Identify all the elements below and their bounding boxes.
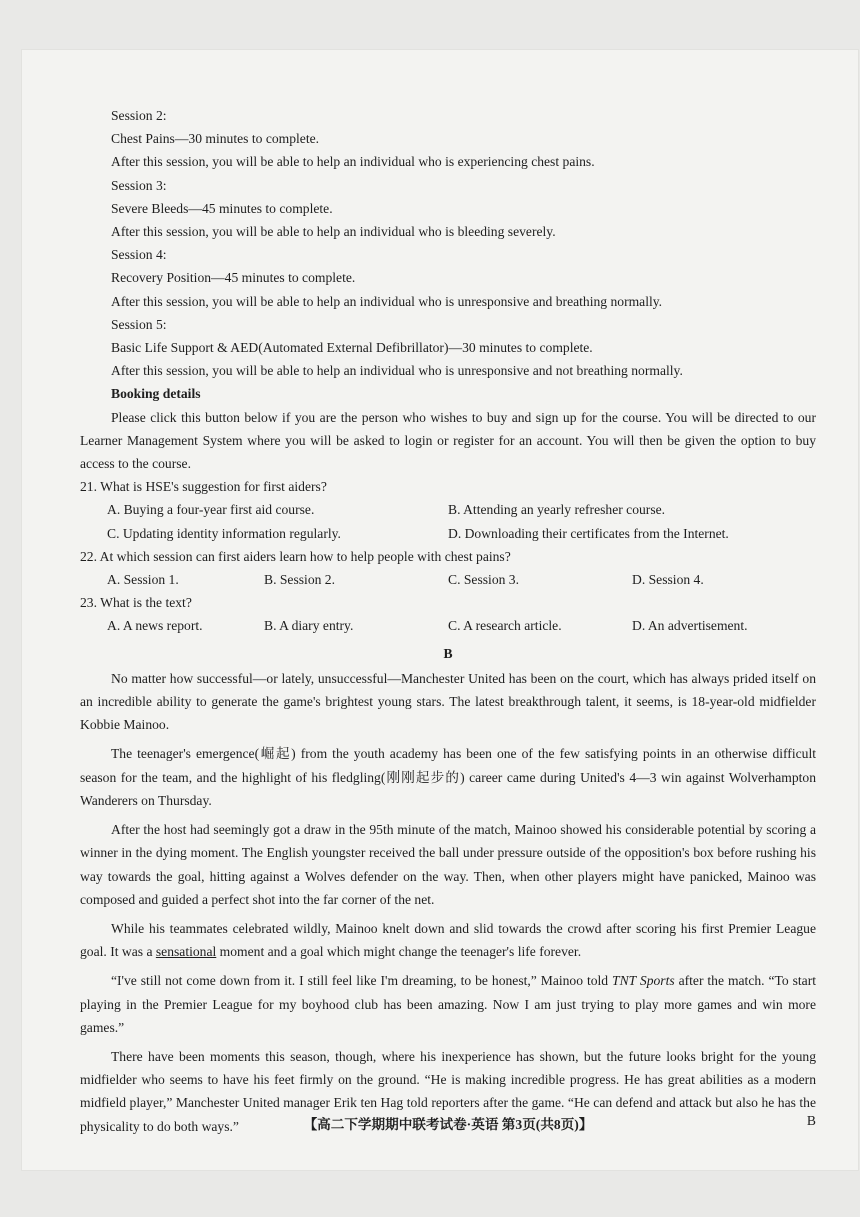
question-21-stem: 21. What is HSE's suggestion for first aiders? [80,479,327,495]
paper-version-label: B [806,1113,816,1128]
booking-paragraph: Please click this button below if you are the person who wishes to buy and sign up for the course. You will be directed to our Learner Management System where you will be asked to login or register for an account. You will then be given the option to buy access to the course. [80,409,816,472]
passage-b-paragraph-2: The teenager's emergence(崛起) from the youth academy has been one of the few satisfying points in an otherwise difficult season for the team, and the highlight of his fledgling(刚刚起步的) career came during United's 4—3 win against Wolverhampton Wanderers on Thursday. [80,746,816,808]
session-5-topic: Basic Life Support & AED(Automated External Defibrillator)—30 minutes to complete. [111,340,593,356]
passage-b-paragraph-1: No matter how successful—or lately, unsuccessful—Manchester United has been on the court, which has always prided itself on an incredible ability to generate the game's brightest young stars. The latest breakthrough talent, it seems, is 18-year-old midfielder Kobbie Mainoo. [80,670,816,733]
question-23-stem: 23. What is the text? [80,595,192,611]
paragraph-4-text-end: moment and a goal which might change the teenager's life forever. [216,944,582,960]
session-2-title: Session 2: [111,108,167,123]
passage-b-paragraph-5 [80,969,816,1039]
section-b-heading: B [443,645,453,661]
session-5-title: Session 5: [111,316,167,332]
underlined-word-sensational: sensational [155,944,217,960]
session-4-outcome: After this session, you will be able to help an individual who is unresponsive and breathing normally. [111,293,663,309]
session-4-topic: Recovery Position—45 minutes to complete. [111,270,356,286]
session-list [80,104,816,406]
question-22-stem: 22. At which session can first aiders learn how to help people with chest pains? [80,548,511,564]
session-4-title: Session 4: [111,247,167,263]
question-23-option-a: A. A news report. [107,618,203,634]
tnt-sports-name: TNT Sports [612,973,675,989]
question-22-options [80,568,816,591]
question-22-option-b: B. Session 2. [264,572,336,588]
question-23-option-c: C. A research article. [448,618,562,634]
footer-exam-title: 【高二下学期期中联考试卷·英语 第3页(共8页)】 [303,1117,593,1132]
question-22-option-a: A. Session 1. [107,572,179,588]
session-2-outcome: After this session, you will be able to help an individual who is experiencing chest pains. [111,154,595,170]
session-3-outcome: After this session, you will be able to help an individual who is bleeding severely. [111,224,556,240]
question-21-option-c: C. Updating identity information regularly. [107,525,341,541]
question-23-options [80,614,816,637]
question-21-option-a: A. Buying a four-year first aid course. [107,502,315,518]
paragraph-5-text-end: after the match. “To start playing in the Premier League for my boyhood club has been amazing. Now I am just trying to play more games and win more games.” [80,973,816,1035]
page-content [80,104,816,1138]
passage-b-paragraph-6: There have been moments this season, though, where his inexperience has shown, but the future looks bright for the young midfielder who seems to have his feet firmly on the ground. “He is making incredible progress. He has great abilities as a modern midfield player,” Manchester United manager Erik ten Hag told reporters after the game. “He can defend and attack but also he has the physicality to do both ways.” [80,1048,816,1134]
booking-heading: Booking details [111,386,201,402]
question-23-option-b: B. A diary entry. [264,618,354,634]
session-3-title: Session 3: [111,177,167,193]
page-footer [80,1113,816,1133]
session-5-outcome: After this session, you will be able to help an individual who is unresponsive and not breathing normally. [111,363,683,379]
question-21-option-d: D. Downloading their certificates from the Internet. [448,525,729,541]
question-22-option-c: C. Session 3. [448,572,520,588]
passage-b-paragraph-3: After the host had seemingly got a draw in the 95th minute of the match, Mainoo showed his considerable potential by scoring a winner in the dying moment. The English youngster received the ball under pressure outside of the opposition's box before rushing his way towards the goal, hitting against a Wolves defender on the way. Then, when other players might have panicked, Mainoo was composed and guided a perfect shot into the far corner of the net. [80,822,816,907]
exam-page [22,50,858,1170]
question-21-options-row-2 [80,522,816,545]
question-23-option-d: D. An advertisement. [632,618,748,634]
passage-b-paragraph-4 [80,917,816,963]
question-21-option-b: B. Attending an yearly refresher course. [448,502,666,518]
session-3-topic: Severe Bleeds—45 minutes to complete. [111,200,333,216]
paragraph-4-text-start: While his teammates celebrated wildly, Mainoo knelt down and slid towards the crowd after scoring his first Premier League goal. It was a [80,920,816,960]
question-21-options-row-1 [80,498,816,521]
question-22-option-d: D. Session 4. [632,572,704,588]
paragraph-5-text-start: “I've still not come down from it. I still feel like I'm dreaming, to be honest,” Mainoo told [111,973,613,989]
session-2-topic: Chest Pains—30 minutes to complete. [111,131,320,147]
